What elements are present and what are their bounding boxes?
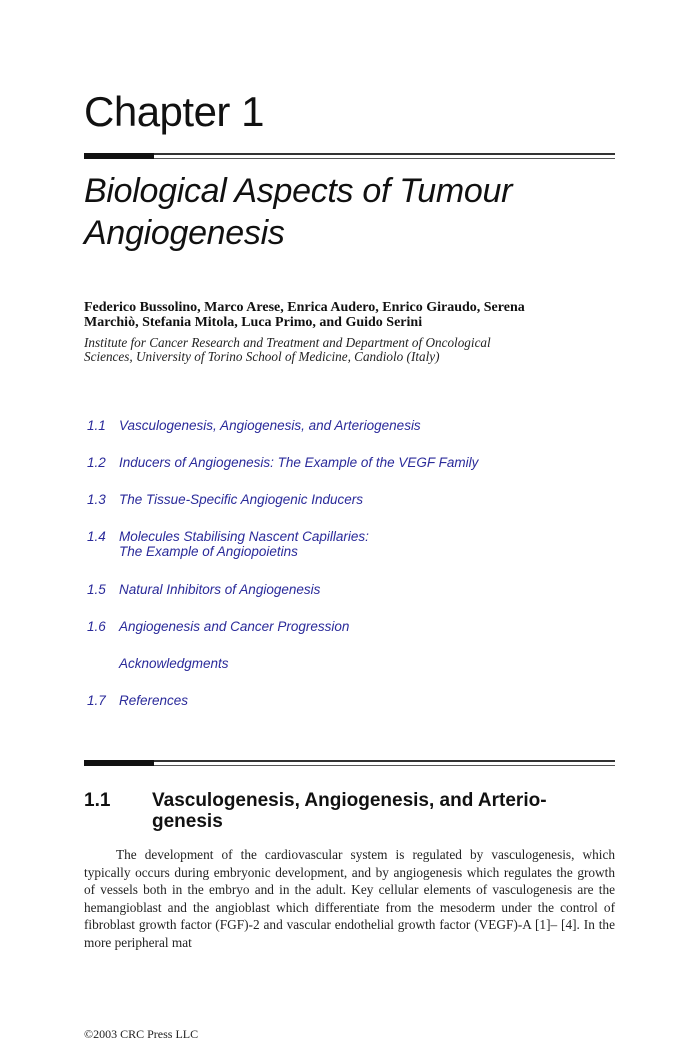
author-list xyxy=(84,300,624,330)
toc-number: 1.2 xyxy=(87,455,106,470)
toc-number: 1.7 xyxy=(87,693,106,708)
toc-number: 1.6 xyxy=(87,619,106,634)
toc-number: 1.3 xyxy=(87,492,106,507)
chapter-title xyxy=(84,170,624,254)
toc-title: References xyxy=(119,693,189,708)
affiliation xyxy=(84,336,624,364)
section-number: 1.1 xyxy=(84,790,111,811)
toc-title-continued: The Example of Angiopoietins xyxy=(119,544,298,559)
toc-title: Molecules Stabilising Nascent Capillaries: xyxy=(119,529,369,544)
authors-line-2: Marchiò, Stefania Mitola, Luca Primo, and Guido Serini xyxy=(84,315,423,330)
affiliation-line-1: Institute for Cancer Research and Treatment and Department of Oncological xyxy=(84,335,491,350)
toc-title: Vasculogenesis, Angiogenesis, and Arteriogenesis xyxy=(119,418,421,433)
affiliation-line-2: Sciences, University of Torino School of Medicine, Candiolo (Italy) xyxy=(84,349,440,364)
chapter-title-line-2: Angiogenesis xyxy=(84,214,285,252)
toc-number: 1.4 xyxy=(87,529,106,544)
chapter-label: Chapter 1 xyxy=(84,88,264,135)
body-paragraph: The development of the cardiovascular system is regulated by vasculogenesis, which typically occurs during embryonic development, and by angiogenesis which regulates the growth of vessels both in the embryo and in the adult. Key cellular elements of vasculogenesis are the hemangioblast and the angioblast which differentiate from the mesoderm under the control of fibroblast growth factor (FGF)-2 and vascular endothelial growth factor (VEGF)-A [1]– [4]. In the more peripheral mat xyxy=(84,847,615,950)
toc-number: 1.5 xyxy=(87,582,106,597)
toc-title: Inducers of Angiogenesis: The Example of the VEGF Family xyxy=(119,455,479,470)
toc-title: Natural Inhibitors of Angiogenesis xyxy=(119,582,321,597)
toc-number: 1.1 xyxy=(87,418,106,433)
copyright-footer: ©2003 CRC Press LLC xyxy=(84,1027,199,1041)
toc-title: Acknowledgments xyxy=(119,656,229,671)
section-title-line-1: Vasculogenesis, Angiogenesis, and Arterio- xyxy=(152,790,547,811)
section-title-line-2: genesis xyxy=(152,811,223,832)
chapter-title-line-1: Biological Aspects of Tumour xyxy=(84,172,513,210)
toc-title: The Tissue-Specific Angiogenic Inducers xyxy=(119,492,364,507)
toc-title: Angiogenesis and Cancer Progression xyxy=(119,619,350,634)
authors-line-1: Federico Bussolino, Marco Arese, Enrica Audero, Enrico Giraudo, Serena xyxy=(84,300,525,315)
